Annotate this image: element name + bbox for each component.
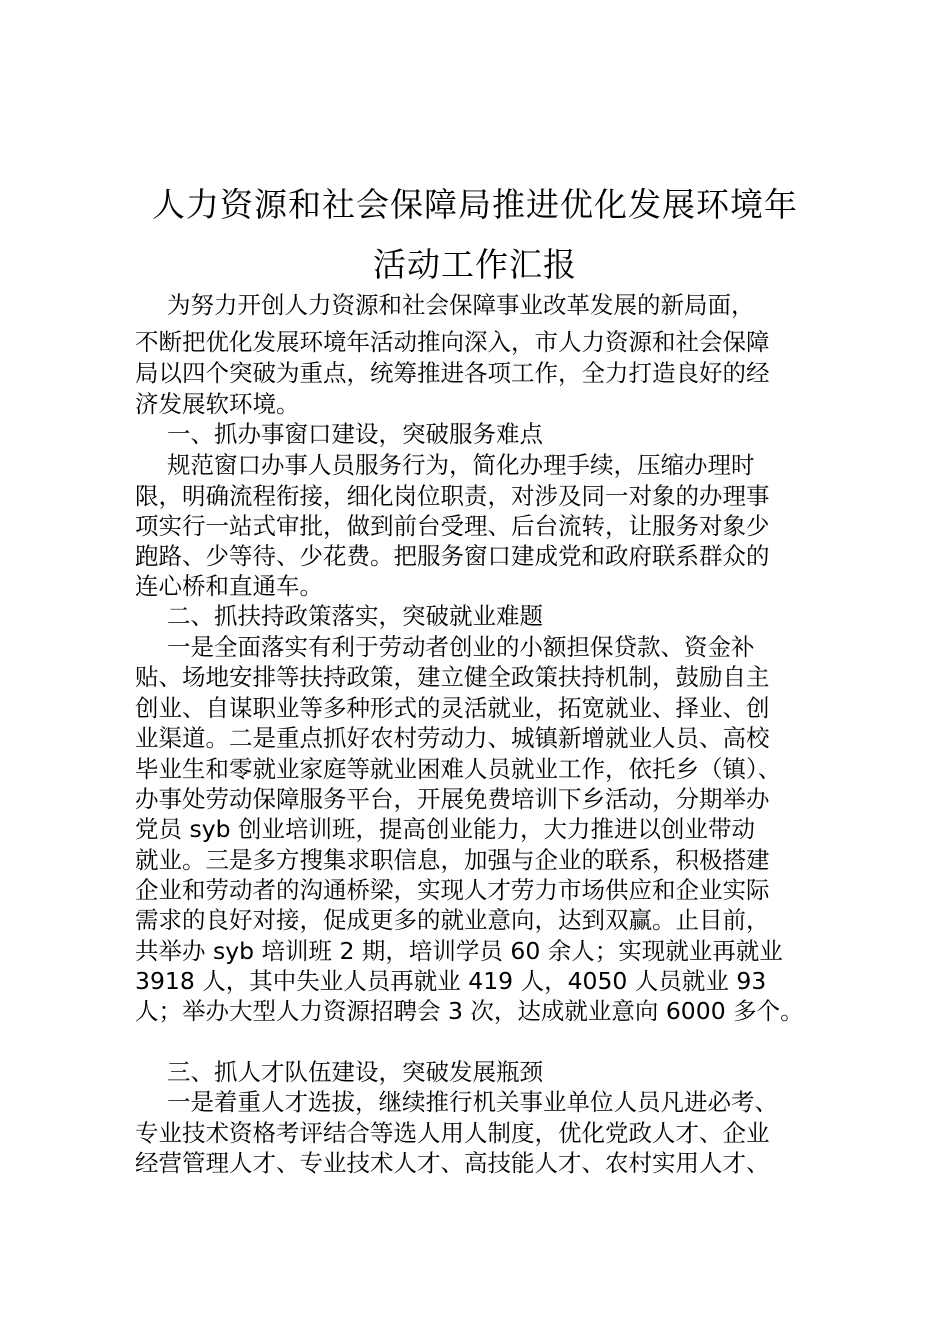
paragraph-section-3-line: 专业技术资格考评结合等选人用人制度，优化党政人才、企业 bbox=[135, 1119, 770, 1147]
paragraph-section-2-line: 贴、场地安排等扶持政策，建立健全政策扶持机制，鼓励自主 bbox=[135, 663, 770, 691]
paragraph-section-3-line: 一是着重人才选拔，继续推行机关事业单位人员凡进必考、 bbox=[167, 1088, 778, 1116]
paragraph-section-1-line: 项实行一站式审批，做到前台受理、后台流转，让服务对象少 bbox=[135, 512, 770, 540]
document-title-line-1: 人力资源和社会保障局推进优化发展环境年 bbox=[152, 185, 798, 224]
paragraph-section-2-line: 党员 syb 创业培训班，提高创业能力，大力推进以创业带动 bbox=[135, 815, 756, 843]
paragraph-section-2-line: 就业。三是多方搜集求职信息，加强与企业的联系，积极搭建 bbox=[135, 846, 770, 874]
paragraph-section-2-line: 毕业生和零就业家庭等就业困难人员就业工作，依托乡（镇）、 bbox=[135, 755, 782, 783]
paragraph-section-1-line: 限，明确流程衔接，细化岗位职责，对涉及同一对象的办理事 bbox=[135, 482, 770, 510]
section-heading-3: 三、抓人才队伍建设，突破发展瓶颈 bbox=[167, 1058, 543, 1086]
paragraph-section-3-line: 经营管理人才、专业技术人才、高技能人才、农村实用人才、 bbox=[135, 1149, 770, 1177]
paragraph-section-1-line: 规范窗口办事人员服务行为，简化办理手续，压缩办理时 bbox=[167, 451, 755, 479]
paragraph-section-2-line: 需求的良好对接，促成更多的就业意向，达到双赢。止目前， bbox=[135, 906, 770, 934]
paragraph-section-2-line: 企业和劳动者的沟通桥梁，实现人才劳力市场供应和企业实际 bbox=[135, 876, 770, 904]
paragraph-section-2-line: 人；举办大型人力资源招聘会 3 次，达成就业意向 6000 多个。 bbox=[135, 997, 804, 1025]
paragraph-section-2-line: 办事处劳动保障服务平台，开展免费培训下乡活动，分期举办 bbox=[135, 785, 770, 813]
paragraph-intro-line: 局以四个突破为重点，统筹推进各项工作，全力打造良好的经 bbox=[135, 359, 770, 387]
section-heading-2: 二、抓扶持政策落实，突破就业难题 bbox=[167, 602, 543, 630]
document-title-line-2: 活动工作汇报 bbox=[373, 245, 577, 284]
paragraph-section-1-line: 连心桥和直通车。 bbox=[135, 572, 323, 600]
paragraph-section-1-line: 跑路、少等待、少花费。把服务窗口建成党和政府联系群众的 bbox=[135, 542, 770, 570]
section-heading-1: 一、抓办事窗口建设，突破服务难点 bbox=[167, 420, 543, 448]
paragraph-intro-line: 济发展软环境。 bbox=[135, 390, 300, 418]
paragraph-intro-line: 为努力开创人力资源和社会保障事业改革发展的新局面， bbox=[167, 291, 755, 319]
paragraph-section-2-line: 一是全面落实有利于劳动者创业的小额担保贷款、资金补 bbox=[167, 633, 755, 661]
paragraph-intro-line: 不断把优化发展环境年活动推向深入，市人力资源和社会保障 bbox=[135, 328, 770, 356]
paragraph-section-2-line: 业渠道。二是重点抓好农村劳动力、城镇新增就业人员、高校 bbox=[135, 724, 770, 752]
paragraph-section-2-line: 共举办 syb 培训班 2 期，培训学员 60 余人；实现就业再就业 bbox=[135, 937, 783, 965]
paragraph-section-2-line: 3918 人，其中失业人员再就业 419 人，4050 人员就业 93 bbox=[135, 967, 767, 995]
paragraph-section-2-line: 创业、自谋职业等多种形式的灵活就业，拓宽就业、择业、创 bbox=[135, 694, 770, 722]
